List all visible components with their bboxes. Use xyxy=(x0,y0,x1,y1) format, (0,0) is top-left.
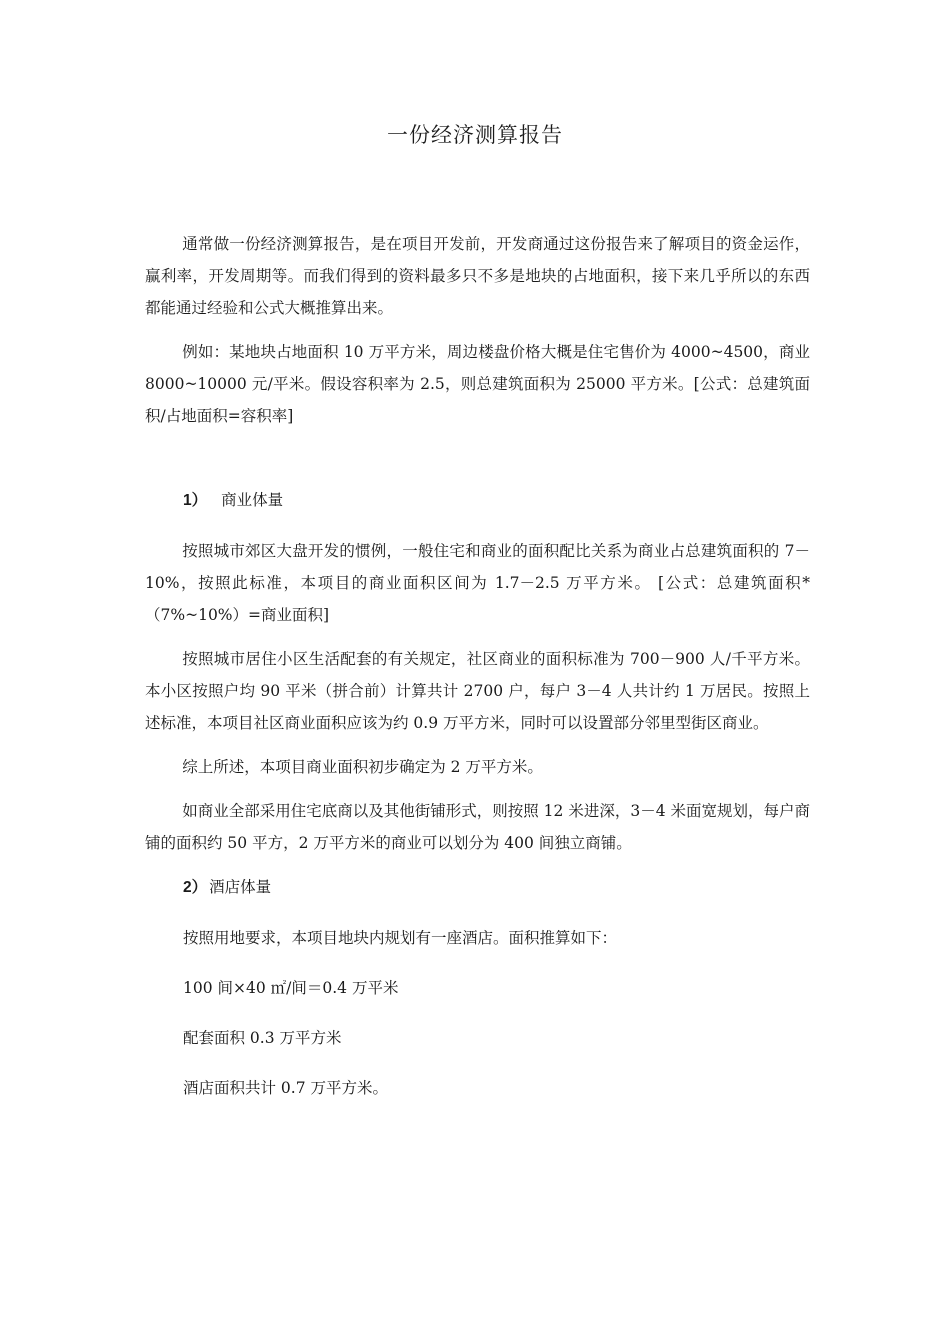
hotel-line: 配套面积 0.3 万平方米 xyxy=(183,1029,342,1047)
commercial-paragraph: 综上所述，本项目商业面积初步确定为 2 万平方米。 xyxy=(182,758,543,776)
hotel-line: 按照用地要求，本项目地块内规划有一座酒店。面积推算如下： xyxy=(183,929,618,947)
section-heading-hotel xyxy=(145,871,810,904)
intro-paragraph: 通常做一份经济测算报告，是在项目开发前，开发商通过这份报告来了解项目的资金运作，赢利率，开发周期等。而我们得到的资料最多只不多是地块的占地面积，接下来几乎所以的东西都能通过经验和公式大概推算出来。 xyxy=(145,235,810,317)
hotel-line: 100 间×40 ㎡/间＝0.4 万平米 xyxy=(183,979,399,997)
section-title: 酒店体量 xyxy=(209,878,272,896)
example-paragraph: 例如：某地块占地面积 10 万平方米，周边楼盘价格大概是住宅售价为 4000~4500，商业 8000~10000 元/平米。假设容积率为 2.5，则总建筑面积为 25000 平方米。[公式：总建筑面积/占地面积=容积率] xyxy=(145,343,810,425)
document-title: 一份经济测算报告 xyxy=(387,123,563,147)
section-number: 2） xyxy=(183,879,208,896)
section-title: 商业体量 xyxy=(221,491,284,509)
section-heading-commercial xyxy=(145,484,810,517)
hotel-line: 酒店面积共计 0.7 万平方米。 xyxy=(183,1079,389,1097)
section-number: 1） xyxy=(183,492,208,509)
commercial-paragraph: 按照城市居住小区生活配套的有关规定，社区商业的面积标准为 700－900 人/千平方米。本小区按照户均 90 平米（拼合前）计算共计 2700 户，每户 3－4 人共计约 1 万居民。按照上述标准，本项目社区商业面积应该为约 0.9 万平方米，同时可以设置部分邻里型街区商业。 xyxy=(145,650,810,732)
commercial-paragraph: 如商业全部采用住宅底商以及其他街铺形式，则按照 12 米进深，3－4 米面宽规划，每户商铺的面积约 50 平方，2 万平方米的商业可以划分为 400 间独立商铺。 xyxy=(145,802,810,852)
commercial-paragraph: 按照城市郊区大盘开发的惯例，一般住宅和商业的面积配比关系为商业占总建筑面积的 7－10%，按照此标准，本项目的商业面积区间为 1.7－2.5 万平方米。 [公式：总建筑面积*（7%~10%）=商业面积] xyxy=(145,542,810,624)
document-body xyxy=(145,228,810,1104)
